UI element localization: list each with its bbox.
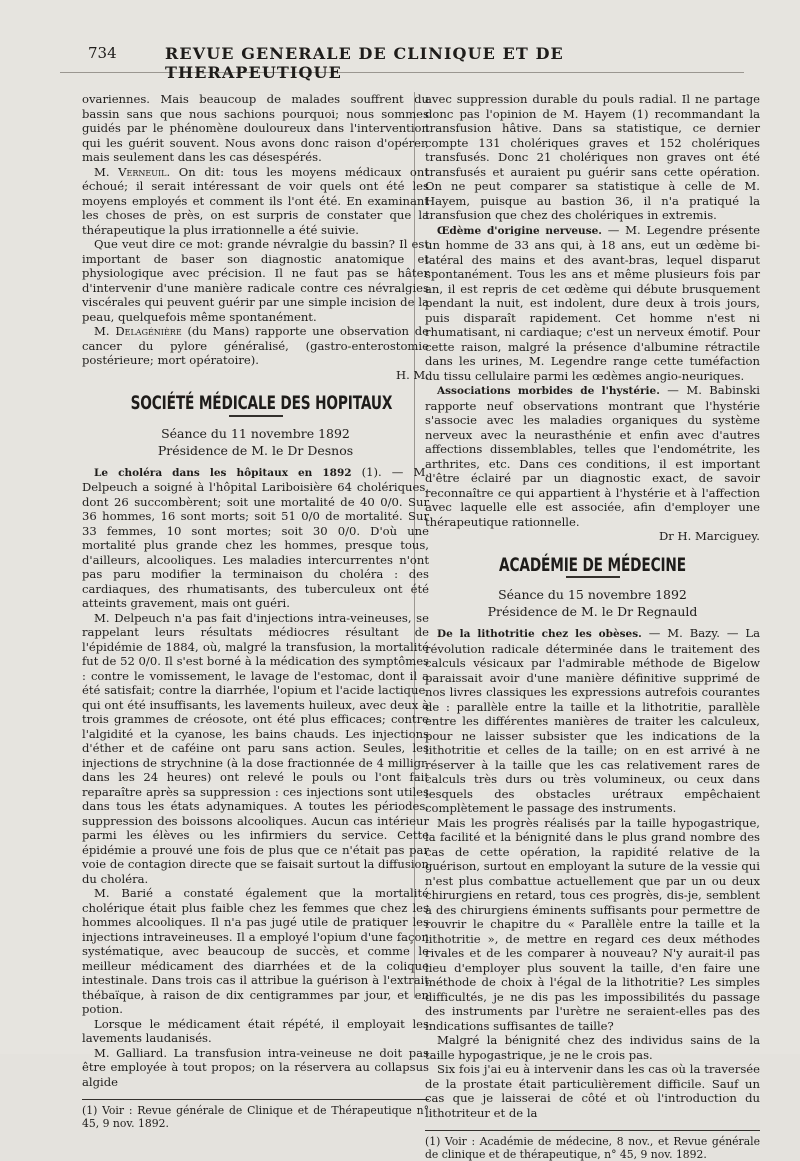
- session-date: Séance du 15 novembre 1892: [498, 587, 687, 602]
- topic-lead: Œdème d'origine nerveuse.: [437, 224, 602, 237]
- paragraph: [82, 324, 429, 368]
- paragraph: [82, 165, 429, 238]
- paragraph: M. Barié a constaté également que la mortalité cholérique était plus faible chez les femmes que chez les hommes alcooliques. Il n'a pas jugé utile de pratiquer les injections intraveineuses. Il a employé l'opium d'une façon systématique, avec beaucoup de succès, et comme le meilleur médicament des diarrhées et de la colique intestinale. Dans trois cas il attribue la guérison à l'extrait thébaïque, à raison de dix centigrammes par jour, et en potion.: [82, 886, 429, 1016]
- paragraph: M. Galliard. La transfusion intra-veineuse ne doit pas être employée à tout propos; on la réservera au collapsus algide: [82, 1045, 429, 1089]
- paragraph-text: (1). — M. Delpeuch a soigné à l'hôpital Lariboisière 64 cholériques, dont 26 succombèrent; soit une mortalité de 40 0/0. Sur 36 hommes, 16 sont morts; soit 51 0/0 de mortalité. Sur 33 femmes, 10 sont mortes; soit 30 0/0. D'où une mortalité plus grande chez les hommes, presque tous, d'ailleurs, alcooliques. Les maladies intercurrentes n'ont pas paru modifier la terminaison du choléra : des cardiaques, des rhumatisants, des tuberculeux ont été atteints gravement, mais ont guéri.: [82, 464, 429, 610]
- paragraph-text: — M. Legendre présente un homme de 33 ans qui, à 18 ans, eut un œdème bi-latéral des mains et des avant-bras, lequel disparut spontanément. Tous les ans et même plusieurs fois par an, il est repris de cet œdème qui débute brusquement pendant la nuit, est indolent, dure deux à trois jours, puis disparaît rapidement. Cet homme n'est ni rhumatisant, ni cardiaque; c'est un nerveux émotif. Pour cette raison, malgré la présence d'albumine rétractile dans les urines, M. Legendre range cette tuméfaction du tissu cellulaire parmi les œdèmes angio-neuriques.: [425, 222, 760, 383]
- right-column: [425, 92, 760, 1161]
- footnote-rule: [82, 1099, 429, 1100]
- session-presidency: Présidence de M. le Dr Regnauld: [487, 604, 698, 619]
- footnote-rule: [425, 1130, 760, 1131]
- paragraph: Six fois j'ai eu à intervenir dans les cas où la traversée de la prostate était particulièrement difficile. Sauf un cas que je laisserai de côté et où l'introduction du lithotriteur et de la: [425, 1062, 760, 1120]
- paragraph-text: — M. Bazy. — La révolution radicale déterminée dans le traitement des calculs vésicaux par l'admirable méthode de Bigelow paraissait avoir d'une manière définitive supprimé de nos livres classiques les expressions autrefois courantes de : parallèle entre la taille et la lithotritie, parallèle entre les différentes manières de traiter les calculeux, pour ne laisser subsister que les indications de la lithotritie et celles de la taille; on en est arrivé à ne réserver à la taille que les cas relativement rares de calculs très durs ou très volumineux, ou ceux dans lesquels des obstacles urétraux empêchaient complètement le passage des instruments.: [425, 626, 760, 815]
- section-heading: SOCIÉTÉ MÉDICALE DES HOPITAUX: [130, 392, 393, 414]
- signature: Dr H. Marciguey.: [659, 529, 760, 543]
- speaker-name: M. Delagénière: [94, 324, 182, 338]
- paragraph: [425, 626, 760, 816]
- paragraph: [82, 465, 429, 611]
- paragraph: Lorsque le médicament était répété, il employait les lavements laudanisés.: [82, 1016, 429, 1045]
- heading-rule: [566, 576, 620, 578]
- paragraph: Que veut dire ce mot: grande névralgie du bassin? Il est important de baser son diagnostic anatomique et physiologique avec précision. Il ne faut pas se hâter d'intervenir d'une manière radicale contre ces névralgies viscérales qui peuvent guérir par une simple incision de la peau, quelquefois même spontanément.: [82, 237, 429, 324]
- footnote: (1) Voir : Académie de médecine, 8 nov., et Revue générale de clinique et de thérapeutique, n° 45, 9 nov. 1892.: [425, 1135, 760, 1161]
- speaker-name: M. Verneuil.: [94, 164, 171, 179]
- signature: H. M.: [395, 367, 429, 382]
- footnote: (1) Voir : Revue générale de Clinique et de Thérapeutique n° 45, 9 nov. 1892.: [82, 1104, 429, 1130]
- paragraph-text: On dit: tous les moyens médicaux ont échoué; il serait intéressant de voir quels ont été les moyens employés et comment ils l'ont été. En examinant les choses de près, on est surpris de constater que la thérapeutique la plus irrationnelle a été suivie.: [82, 164, 430, 237]
- page-number: 734: [88, 44, 117, 62]
- paragraph: M. Delpeuch n'a pas fait d'injections intra-veineuses, se rappelant leurs résultats médiocres résultant de l'épidémie de 1884, où, malgré la transfusion, la mortalité fut de 52 0/0. Il s'est borné à la médication des symptômes : contre le vomissement, le lavage de l'estomac, dont il a été satisfait; contre la diarrhée, l'opium et l'acide lactique, qui ont été insuffisants, les lavements huileux, avec deux à trois grammes de créosote, ont été plus efficaces; contre l'algidité et la cyanose, les bains chauds. Les injections d'éther et de caféine ont paru sans action. Seules, les injections de strychnine (à la dose fractionnée de 4 milligr. dans les 24 heures) ont relevé le pouls ou l'ont fait reparaître après sa suppression : ces injections sont utiles dans tous les états adynamiques. A toutes les périodes, suppression des boissons alcooliques. Aucun cas intérieur parmi les élèves ou les infirmiers du service. Cette épidémie a prouvé une fois de plus que ce n'était pas par voie de contagion directe que se faisait surtout la diffusion du choléra.: [82, 610, 429, 886]
- topic-lead: De la lithotritie chez les obèses.: [437, 628, 642, 640]
- topic-lead: Associations morbides de l'hystérie.: [437, 385, 660, 397]
- left-column: [82, 92, 429, 1130]
- section-heading: ACADÉMIE DE MÉDECINE: [499, 553, 686, 576]
- paragraph: [425, 383, 760, 529]
- session-presidency: Présidence de M. le Dr Desnos: [157, 442, 354, 458]
- running-header: [60, 38, 744, 82]
- paragraph: Mais les progrès réalisés par la taille hypogastrique, la facilité et la bénignité dans le plus grand nombre des cas de cette opération, la rapidité relative de la guérison, surtout en employant la suture de la vessie qui n'est plus combattue actuellement que par un ou deux chirurgiens en retard, tous ces progrès, dis-je, semblent à des chirurgiens éminents suffisants pour permettre de rouvrir le chapitre du « Parallèle entre la taille et la lithotritie », de mettre en regard ces deux méthodes rivales et de les comparer à nouveau? N'y aurait-il pas lieu d'employer plus souvent la taille, d'en faire une méthode de choix à l'égal de la lithotritie? Les simples difficultés, je ne dis pas les impossibilités du passage des instruments par l'urètre ne seraient-elles pas des indications suffisantes de taille?: [425, 815, 760, 1033]
- paragraph: Malgré la bénignité chez des individus sains de la taille hypogastrique, je ne le crois pas.: [425, 1033, 760, 1062]
- session-date: Séance du 11 novembre 1892: [161, 425, 350, 441]
- paragraph-text: — M. Babinski rapporte neuf observations montrant que l'hystérie s'associe avec les maladies organiques du système nerveux avec la neurasthénie et enfin avec d'autres affections dissemblables, telles que l'endométrite, les arthrites, etc. Dans ces conditions, il est important d'être éclairé par un diagnostic exact, de savoir reconnaître ce qui appartient à l'hystérie et à l'affection avec laquelle elle est associée, afin d'employer une thérapeutique rationnelle.: [425, 383, 761, 529]
- paragraph: ovariennes. Mais beaucoup de malades souffrent du bassin sans que nous sachions pourquoi; nous sommes guidés par le phénomène douloureux dans l'intervention qui les guérit souvent. Nous avons donc raison d'opérer, mais seulement dans les cas désespérés.: [82, 92, 429, 164]
- paragraph-text: (du Mans) rapporte une observation de cancer du pylore généralisé, (gastro-enterostomie postérieure; mort opératoire).: [82, 324, 429, 367]
- running-title: REVUE GENERALE DE CLINIQUE ET DE THERAPEUTIQUE: [165, 44, 564, 82]
- paragraph: avec suppression durable du pouls radial. Il ne partage donc pas l'opinion de M. Hayem (1) recommandant la transfusion hâtive. Dans sa statistique, ce dernier compte 131 cholériques graves et 152 cholériques transfusés. Donc 21 cholériques non graves ont été transfusés et auraient pu guérir sans cette opération. On ne peut comparer sa statistique à celle de M. Hayem, puisque au bastion 36, il n'a pratiqué la transfusion que chez des cholériques in extremis.: [425, 92, 760, 222]
- paragraph: [425, 223, 760, 384]
- topic-lead: Le choléra dans les hôpitaux en 1892: [94, 466, 352, 479]
- heading-rule: [229, 415, 283, 417]
